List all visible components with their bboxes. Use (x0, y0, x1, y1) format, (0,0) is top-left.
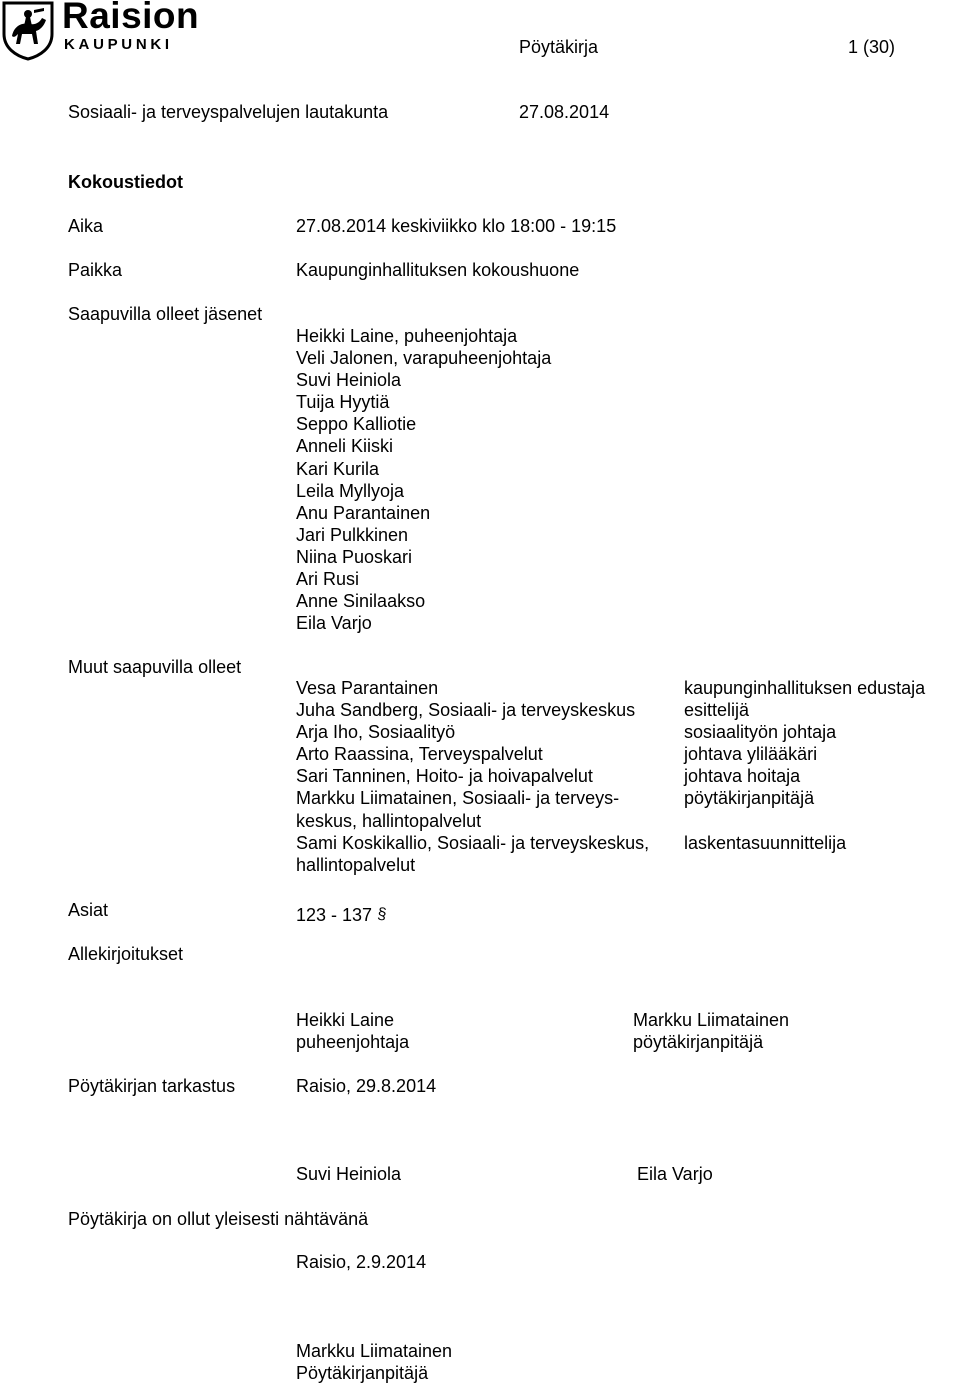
items-value: 123 - 137 (296, 905, 373, 925)
other-attendee-role: kaupunginhallituksen edustaja (684, 678, 926, 698)
member-item: Veli Jalonen, varapuheenjohtaja (296, 348, 552, 369)
signer-secretary-role: pöytäkirjanpitäjä (633, 1032, 764, 1052)
member-item: Ari Rusi (296, 569, 360, 590)
member-item: Niina Puoskari (296, 546, 413, 567)
coat-of-arms-icon (0, 0, 56, 60)
members-label: Saapuvilla olleet jäsenet (68, 304, 263, 324)
other-attendee-role: sosiaalityön johtaja (684, 722, 837, 743)
committee-name: Sosiaali- ja terveyspalvelujen lautakunta (68, 102, 389, 122)
signer-secretary-name: Markku Liimatainen (633, 1010, 790, 1030)
other-attendee-name: Arto Raassina, Terveyspalvelut (296, 744, 543, 765)
checker-1: Suvi Heiniola (296, 1164, 402, 1184)
other-attendee-name: Markku Liimatainen, Sosiaali- ja terveys- (296, 788, 620, 809)
header-date: 27.08.2014 (519, 102, 610, 122)
other-attendee-name: Juha Sandberg, Sosiaali- ja terveyskeskus (296, 700, 636, 721)
member-item: Anu Parantainen (296, 502, 431, 523)
member-item: Kari Kurila (296, 458, 380, 479)
other-attendee-name: keskus, hallintopalvelut (296, 810, 482, 831)
member-item: Jari Pulkkinen (296, 524, 409, 545)
raisio-logo (0, 0, 215, 62)
other-attendee-name: Arja Iho, Sosiaalityö (296, 722, 456, 743)
page-number: 1 (30) (848, 37, 896, 57)
place-label: Paikka (68, 260, 123, 280)
member-item: Seppo Kalliotie (296, 414, 417, 435)
section-title: Kokoustiedot (68, 172, 183, 192)
public-display-label: Pöytäkirja on ollut yleisesti nähtävänä (68, 1209, 369, 1229)
member-item: Anneli Kiiski (296, 436, 394, 457)
other-attendee-name: hallintopalvelut (296, 854, 416, 875)
review-label: Pöytäkirjan tarkastus (68, 1076, 236, 1096)
other-attendee-role (684, 854, 925, 876)
items-label: Asiat (68, 900, 109, 920)
other-attendee-role: laskentasuunnittelija (684, 832, 847, 853)
member-item: Suvi Heiniola (296, 370, 402, 391)
member-item: Heikki Laine, puheenjohtaja (296, 326, 518, 346)
signer-chair-role: puheenjohtaja (296, 1032, 410, 1052)
other-attendee-role: johtava hoitaja (684, 766, 801, 787)
members-list (296, 325, 551, 634)
svg-text:§: § (376, 905, 388, 924)
member-item: Eila Varjo (296, 613, 372, 634)
time-label: Aika (68, 216, 104, 236)
checker-2: Eila Varjo (637, 1164, 713, 1184)
document-type: Pöytäkirja (519, 37, 599, 57)
others-names-list (296, 677, 649, 876)
others-label: Muut saapuvilla olleet (68, 657, 242, 677)
final-signer-role: Pöytäkirjanpitäjä (296, 1363, 429, 1383)
others-roles-list (684, 677, 925, 876)
logo-subtitle: KAUPUNKI (64, 36, 173, 53)
member-item: Tuija Hyytiä (296, 392, 390, 413)
section-sign-icon (378, 899, 392, 926)
other-attendee-role: esittelijä (684, 700, 750, 721)
public-display-value: Raisio, 2.9.2014 (296, 1252, 427, 1272)
place-value: Kaupunginhallituksen kokoushuone (296, 260, 580, 280)
other-attendee-name: Vesa Parantainen (296, 678, 439, 698)
final-signer-name: Markku Liimatainen (296, 1341, 453, 1361)
member-item: Leila Myllyoja (296, 480, 405, 501)
logo-wordmark: Raision (62, 0, 200, 36)
signer-chair-name: Heikki Laine (296, 1010, 395, 1030)
signatures-label: Allekirjoitukset (68, 944, 184, 964)
member-item: Anne Sinilaakso (296, 591, 426, 612)
items-range (296, 899, 392, 926)
other-attendee-role (684, 810, 925, 832)
review-value: Raisio, 29.8.2014 (296, 1076, 437, 1096)
other-attendee-name: Sami Koskikallio, Sosiaali- ja terveyskeskus, (296, 832, 650, 853)
other-attendee-role: pöytäkirjanpitäjä (684, 788, 815, 809)
time-value: 27.08.2014 keskiviikko klo 18:00 - 19:15 (296, 216, 617, 236)
other-attendee-role: johtava ylilääkäri (684, 744, 818, 765)
other-attendee-name: Sari Tanninen, Hoito- ja hoivapalvelut (296, 766, 593, 787)
